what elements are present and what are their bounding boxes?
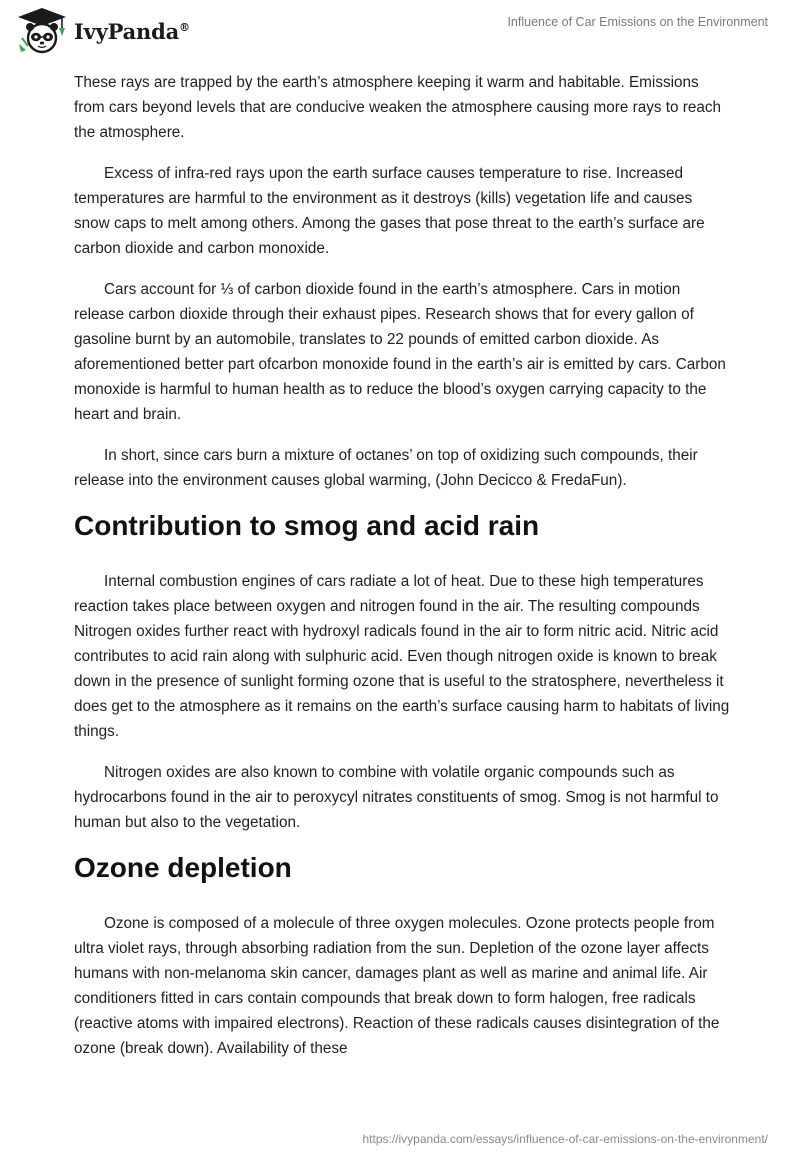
paragraph: Excess of infra-red rays upon the earth surface causes temperature to rise. Increased temperatures are harmful to the environment as it destroys (kills) vegetation life and causes snow caps to melt among others. Among the gases that pose threat to the earth’s surface are carbon dioxide and carbon monoxide. [74, 165, 705, 257]
article-body [74, 70, 730, 1077]
source-url-link[interactable]: https://ivypanda.com/essays/influence-of-car-emissions-on-the-environment/ [362, 1132, 768, 1146]
brand-name: IvyPanda® [74, 18, 190, 44]
page-header [0, 0, 800, 64]
paragraph: Ozone is composed of a molecule of three oxygen molecules. Ozone protects people from ultra violet rays, through absorbing radiation from the sun. Depletion of the ozone layer affects humans with non-melanoma skin cancer, damages plant as well as marine and animal life. Air conditioners fitted in cars contain compounds that break down to form halogen, free radicals (reactive atoms with impaired electrons). Reaction of these radicals causes disintegration of the ozone (break down). Availability of these [74, 915, 720, 1057]
paragraph: Internal combustion engines of cars radiate a lot of heat. Due to these high temperatures reaction takes place between oxygen and nitrogen found in the air. The resulting compounds Nitrogen oxides further react with hydroxyl radicals found in the air to form nitric acid. Nitric acid contributes to acid rain along with sulphuric acid. Even though nitrogen oxide is known to break down in the presence of sunlight forming ozone that is useful to the stratosphere, nevertheless it does get to the atmosphere as it remains on the earth’s surface causing harm to habitats of living things. [74, 573, 730, 740]
paragraph: In short, since cars burn a mixture of octanes’ on top of oxidizing such compounds, their release into the environment causes global warming, (John Decicco & FredaFun). [74, 447, 698, 489]
paragraph: These rays are trapped by the earth’s atmosphere keeping it warm and habitable. Emissions from cars beyond levels that are conducive weaken the atmosphere causing more rays to reach the atmosphere. [74, 74, 722, 141]
paragraph: Cars account for ⅓ of carbon dioxide found in the earth’s atmosphere. Cars in motion release carbon dioxide through their exhaust pipes. Research shows that for every gallon of gasoline burnt by an automobile, translates to 22 pounds of emitted carbon dioxide. As aforementioned better part ofcarbon monoxide found in the earth’s air is emitted by cars. Carbon monoxide is harmful to human health as to reduce the blood’s oxygen carrying capacity to the heart and brain. [74, 281, 726, 423]
paragraph: Nitrogen oxides are also known to combine with volatile organic compounds such as hydrocarbons found in the air to peroxycyl nitrates constituents of smog. Smog is not harmful to human but also to the vegetation. [74, 764, 719, 831]
panda-graduate-icon [14, 6, 70, 56]
brand-logo[interactable] [14, 6, 190, 56]
section-heading-ozone: Ozone depletion [74, 852, 292, 883]
section-heading-smog: Contribution to smog and acid rain [74, 510, 540, 541]
document-title: Influence of Car Emissions on the Environment [507, 15, 768, 29]
